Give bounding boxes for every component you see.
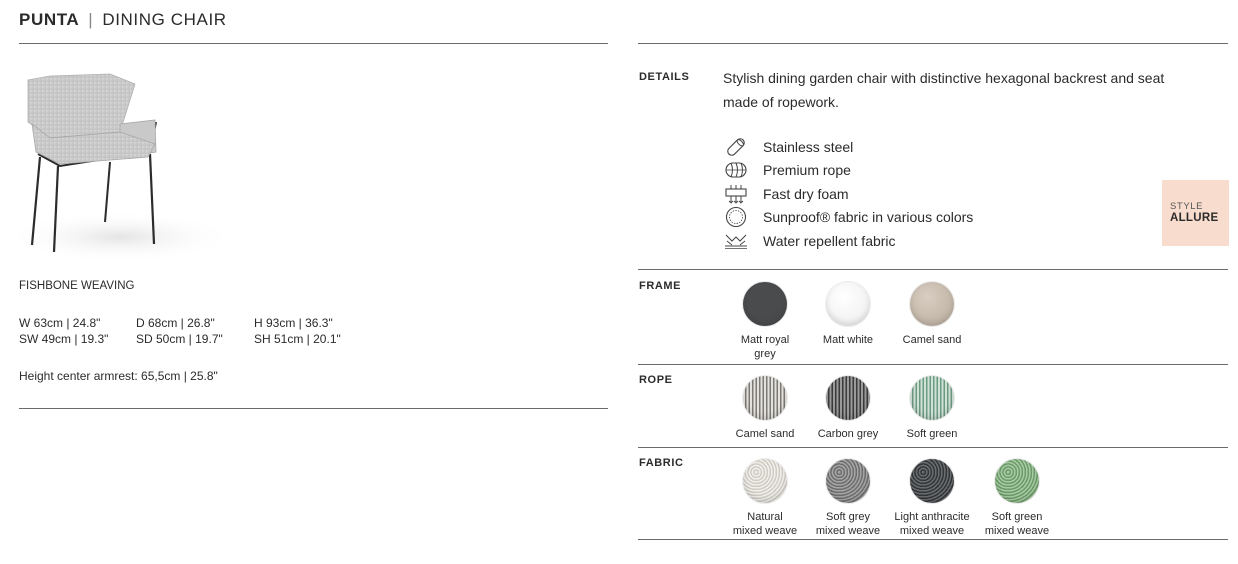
swatch-name: Camel sand (735, 428, 795, 440)
color-swatch (826, 376, 870, 420)
swatch-name: Matt royal (740, 334, 790, 346)
feature-label: Water repellent fabric (763, 233, 896, 249)
rope-icon (724, 159, 748, 181)
chair-image (10, 62, 240, 262)
dimension-seat-height: SH 51cm | 20.1" (254, 332, 341, 346)
color-swatch (910, 376, 954, 420)
swatch-name: Natural (747, 511, 783, 523)
fabric-circle-icon (724, 206, 748, 228)
dimension-seat-width: SW 49cm | 19.3" (19, 332, 109, 346)
dimension-seat-depth: SD 50cm | 19.7" (136, 332, 223, 346)
divider-bottom-left (19, 408, 608, 409)
swatch-name: Matt white (822, 334, 874, 346)
dimension-depth: D 68cm | 26.8" (136, 316, 215, 330)
color-swatch (910, 282, 954, 326)
details-label: DETAILS (639, 71, 690, 83)
product-type: DINING CHAIR (102, 10, 227, 29)
swatch-name: Camel sand (902, 334, 962, 346)
divider-frame (638, 364, 1228, 365)
feature-label: Premium rope (763, 162, 851, 178)
color-swatch (995, 459, 1039, 503)
fabric-swatch[interactable] (723, 459, 807, 538)
feature-item (724, 136, 853, 158)
divider-fabric (638, 539, 1228, 540)
feature-item (724, 230, 896, 252)
product-description: Stylish dining garden chair with distinctive hexagonal backrest and seat made of ropework. (723, 70, 1165, 110)
brand-name: PUNTA (19, 10, 80, 29)
divider-details (638, 269, 1228, 270)
color-swatch (826, 282, 870, 326)
dimension-width: W 63cm | 24.8" (19, 316, 101, 330)
swatch-name: mixed weave (732, 525, 798, 537)
weaving-label: FISHBONE WEAVING (19, 280, 135, 292)
color-swatch (743, 376, 787, 420)
swatch-name: Soft green (906, 428, 958, 440)
rope-label: ROPE (639, 374, 673, 386)
swatch-name: Soft grey (825, 511, 871, 523)
rope-swatch[interactable] (890, 376, 974, 441)
page-title (19, 10, 227, 30)
fabric-swatch[interactable] (975, 459, 1059, 538)
color-swatch (910, 459, 954, 503)
feature-item (724, 206, 973, 228)
swatch-name: Light anthracite (894, 511, 970, 523)
frame-label: FRAME (639, 280, 682, 292)
feature-label: Stainless steel (763, 139, 854, 155)
style-label: STYLE (1170, 201, 1204, 212)
frame-swatch[interactable] (723, 282, 807, 361)
feature-item (724, 159, 851, 181)
feature-label: Sunproof® fabric in various colors (763, 209, 974, 225)
dimensions-grid (19, 316, 374, 346)
swatch-name: grey (754, 348, 776, 360)
color-swatch (826, 459, 870, 503)
divider-top-left (19, 43, 608, 44)
frame-swatch[interactable] (806, 282, 890, 347)
color-swatch (743, 282, 787, 326)
divider-top-right (638, 43, 1228, 44)
swatch-name: mixed weave (899, 525, 965, 537)
steel-tube-icon (724, 136, 748, 158)
style-badge (1162, 180, 1229, 246)
rope-swatch[interactable] (806, 376, 890, 441)
dimension-height: H 93cm | 36.3" (254, 316, 333, 330)
rope-swatch[interactable] (723, 376, 807, 441)
fabric-swatch[interactable] (890, 459, 974, 538)
swatch-name: Carbon grey (817, 428, 879, 440)
fabric-label: FABRIC (639, 457, 684, 469)
title-separator: | (88, 10, 94, 29)
feature-label: Fast dry foam (763, 186, 849, 202)
swatch-name: Soft green (991, 511, 1043, 523)
armrest-height: Height center armrest: 65,5cm | 25.8" (19, 369, 218, 383)
frame-swatch[interactable] (890, 282, 974, 347)
feature-item (724, 183, 849, 205)
swatch-name: mixed weave (815, 525, 881, 537)
water-repellent-icon (724, 230, 748, 252)
swatch-name: mixed weave (984, 525, 1050, 537)
color-swatch (743, 459, 787, 503)
foam-icon (724, 183, 748, 205)
divider-rope (638, 447, 1228, 448)
style-value: ALLURE (1170, 212, 1219, 224)
fabric-swatch[interactable] (806, 459, 890, 538)
